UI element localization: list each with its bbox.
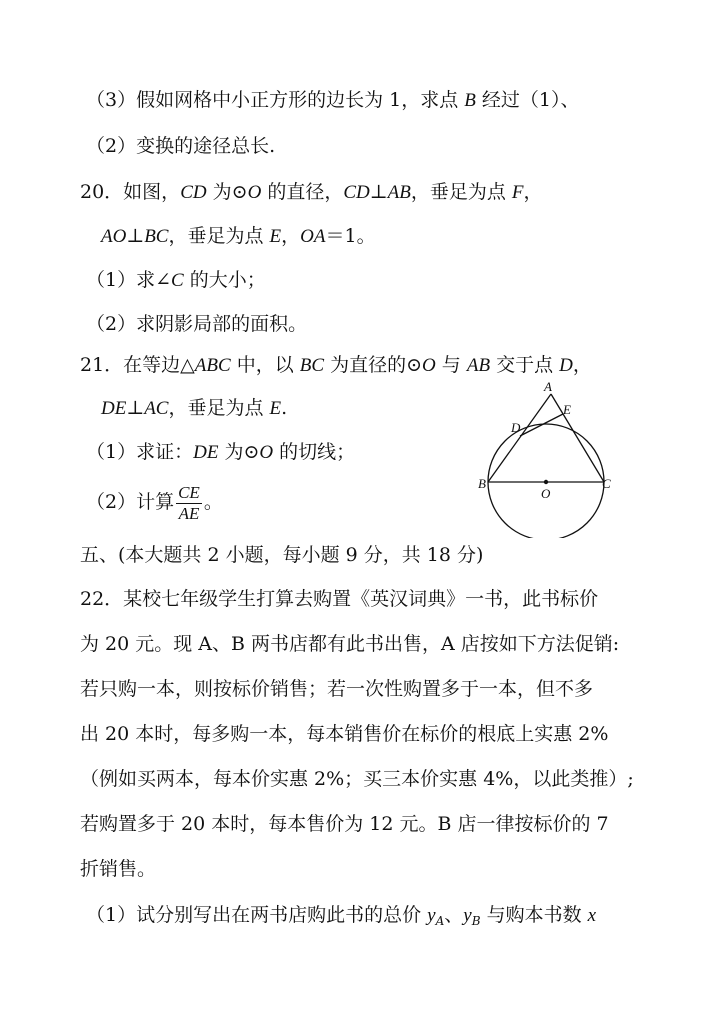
var: O: [259, 442, 274, 463]
text: （例如买两本，每本价实惠 2%；买三本价实惠 4%，以此类推）;: [80, 768, 634, 790]
text: ＝1。: [325, 225, 376, 247]
text: 的大小；: [183, 269, 266, 291]
text: 若只购一本，则按标价销售；若一次性购置多于一本，但不多: [80, 678, 594, 700]
q20-part1: [86, 268, 266, 293]
label-a: A: [544, 379, 552, 394]
text: 的直径，: [261, 181, 344, 203]
q20-line1: [80, 180, 543, 205]
text: 为⊙: [206, 181, 248, 203]
text: ，垂足为点: [410, 181, 512, 203]
subscript-a: A: [435, 914, 445, 928]
text: 为 20 元。现 A、B 两书店都有此书出售，A 店按如下方法促销:: [80, 633, 620, 655]
text: 若购置多于 20 本时，每本售价为 12 元。B 店一律按标价的 7: [80, 813, 609, 835]
q22-line2: [80, 632, 619, 656]
text: ，垂足为点: [168, 397, 270, 419]
var-y: y: [427, 905, 436, 926]
q22-line7: [80, 857, 156, 881]
q21-part1: [86, 440, 355, 465]
text: 20．如图，: [80, 181, 181, 203]
section-five-heading: [80, 543, 483, 567]
fraction-denominator: AE: [178, 503, 200, 523]
var: E: [269, 398, 282, 419]
q21-part2: [86, 482, 223, 524]
var: BC: [299, 355, 325, 376]
var-B: B: [464, 90, 476, 111]
text: 出 20 本时，每多购一本，每本销售价在标价的根底上实惠 2%: [80, 723, 609, 745]
fraction-ce-ae: [176, 483, 202, 524]
text: ⊥: [126, 225, 145, 247]
var: OA: [300, 226, 326, 247]
q22-line5: [80, 767, 634, 791]
var: DE: [101, 398, 127, 419]
subscript-b: B: [471, 914, 481, 928]
label-d: D: [511, 420, 521, 435]
label-e: E: [563, 402, 571, 417]
var: O: [422, 355, 436, 376]
var: BC: [144, 226, 169, 247]
circle-triangle-figure: [475, 378, 615, 538]
label-o: O: [541, 486, 551, 501]
var-x: x: [587, 905, 597, 926]
text: ，: [523, 181, 543, 203]
var: CD: [180, 182, 207, 203]
text: （1）求∠: [86, 269, 172, 291]
var: E: [269, 226, 282, 247]
text: 22．某校七年级学生打算去购置《英汉词典》一书，此书标价: [80, 588, 599, 610]
var: F: [511, 182, 524, 203]
text: （2）计算: [86, 491, 175, 513]
text: 交于点: [490, 354, 560, 376]
text: 中，以: [230, 354, 300, 376]
label-c: C: [602, 476, 611, 491]
text: ，: [572, 354, 592, 376]
var-y: y: [463, 905, 472, 926]
segment-ac: [551, 394, 604, 482]
text: 为⊙: [218, 441, 260, 463]
label-b: B: [478, 476, 486, 491]
text: 与: [435, 354, 467, 376]
q22-line4: [80, 722, 608, 746]
q22-line3: [80, 677, 593, 701]
q21-line2: [101, 396, 287, 421]
text: （2）求阴影局部的面积。: [86, 313, 308, 335]
var: O: [247, 182, 262, 203]
segment-ab: [488, 394, 551, 482]
text: 与购本书数: [480, 904, 588, 926]
text: （2）变换的途径总长.: [86, 135, 276, 157]
text: （1）求证：: [86, 441, 194, 463]
var: ABC: [194, 355, 231, 376]
var: AB: [387, 182, 411, 203]
var: DE: [193, 442, 219, 463]
var: C: [171, 270, 184, 291]
q22-part1: [86, 903, 596, 933]
text: 、: [444, 904, 464, 926]
text: 经过（1）、: [475, 89, 580, 111]
text: 的切线；: [273, 441, 356, 463]
text: ，: [281, 225, 301, 247]
q19-part3-line1: [86, 88, 580, 113]
text: 五、(本大题共 2 小题，每小题 9 分，共 18 分): [80, 544, 484, 566]
text: 为直径的⊙: [324, 354, 423, 376]
q19-part3-line2: [86, 134, 275, 158]
text: （1）试分别写出在两书店购此书的总价: [86, 904, 428, 926]
var: AB: [466, 355, 491, 376]
var: AC: [144, 398, 169, 419]
var: CD: [343, 182, 370, 203]
var: AO: [101, 226, 127, 247]
text: ⊥: [126, 397, 145, 419]
q21-line1: [80, 353, 592, 378]
q20-line2: [101, 224, 376, 249]
q22-line1: [80, 587, 598, 611]
text: （3）假如网格中小正方形的边长为 1，求点: [86, 89, 465, 111]
q22-line6: [80, 812, 609, 836]
text: ，垂足为点: [168, 225, 270, 247]
var: D: [559, 355, 573, 376]
text: ⊥: [369, 181, 388, 203]
center-dot: [544, 480, 548, 484]
fraction-numerator: CE: [178, 482, 200, 502]
text: 21．在等边△: [80, 354, 195, 376]
text: 。: [203, 491, 223, 513]
text: 折销售。: [80, 858, 157, 880]
text: .: [281, 397, 288, 419]
q20-part2: [86, 312, 307, 336]
